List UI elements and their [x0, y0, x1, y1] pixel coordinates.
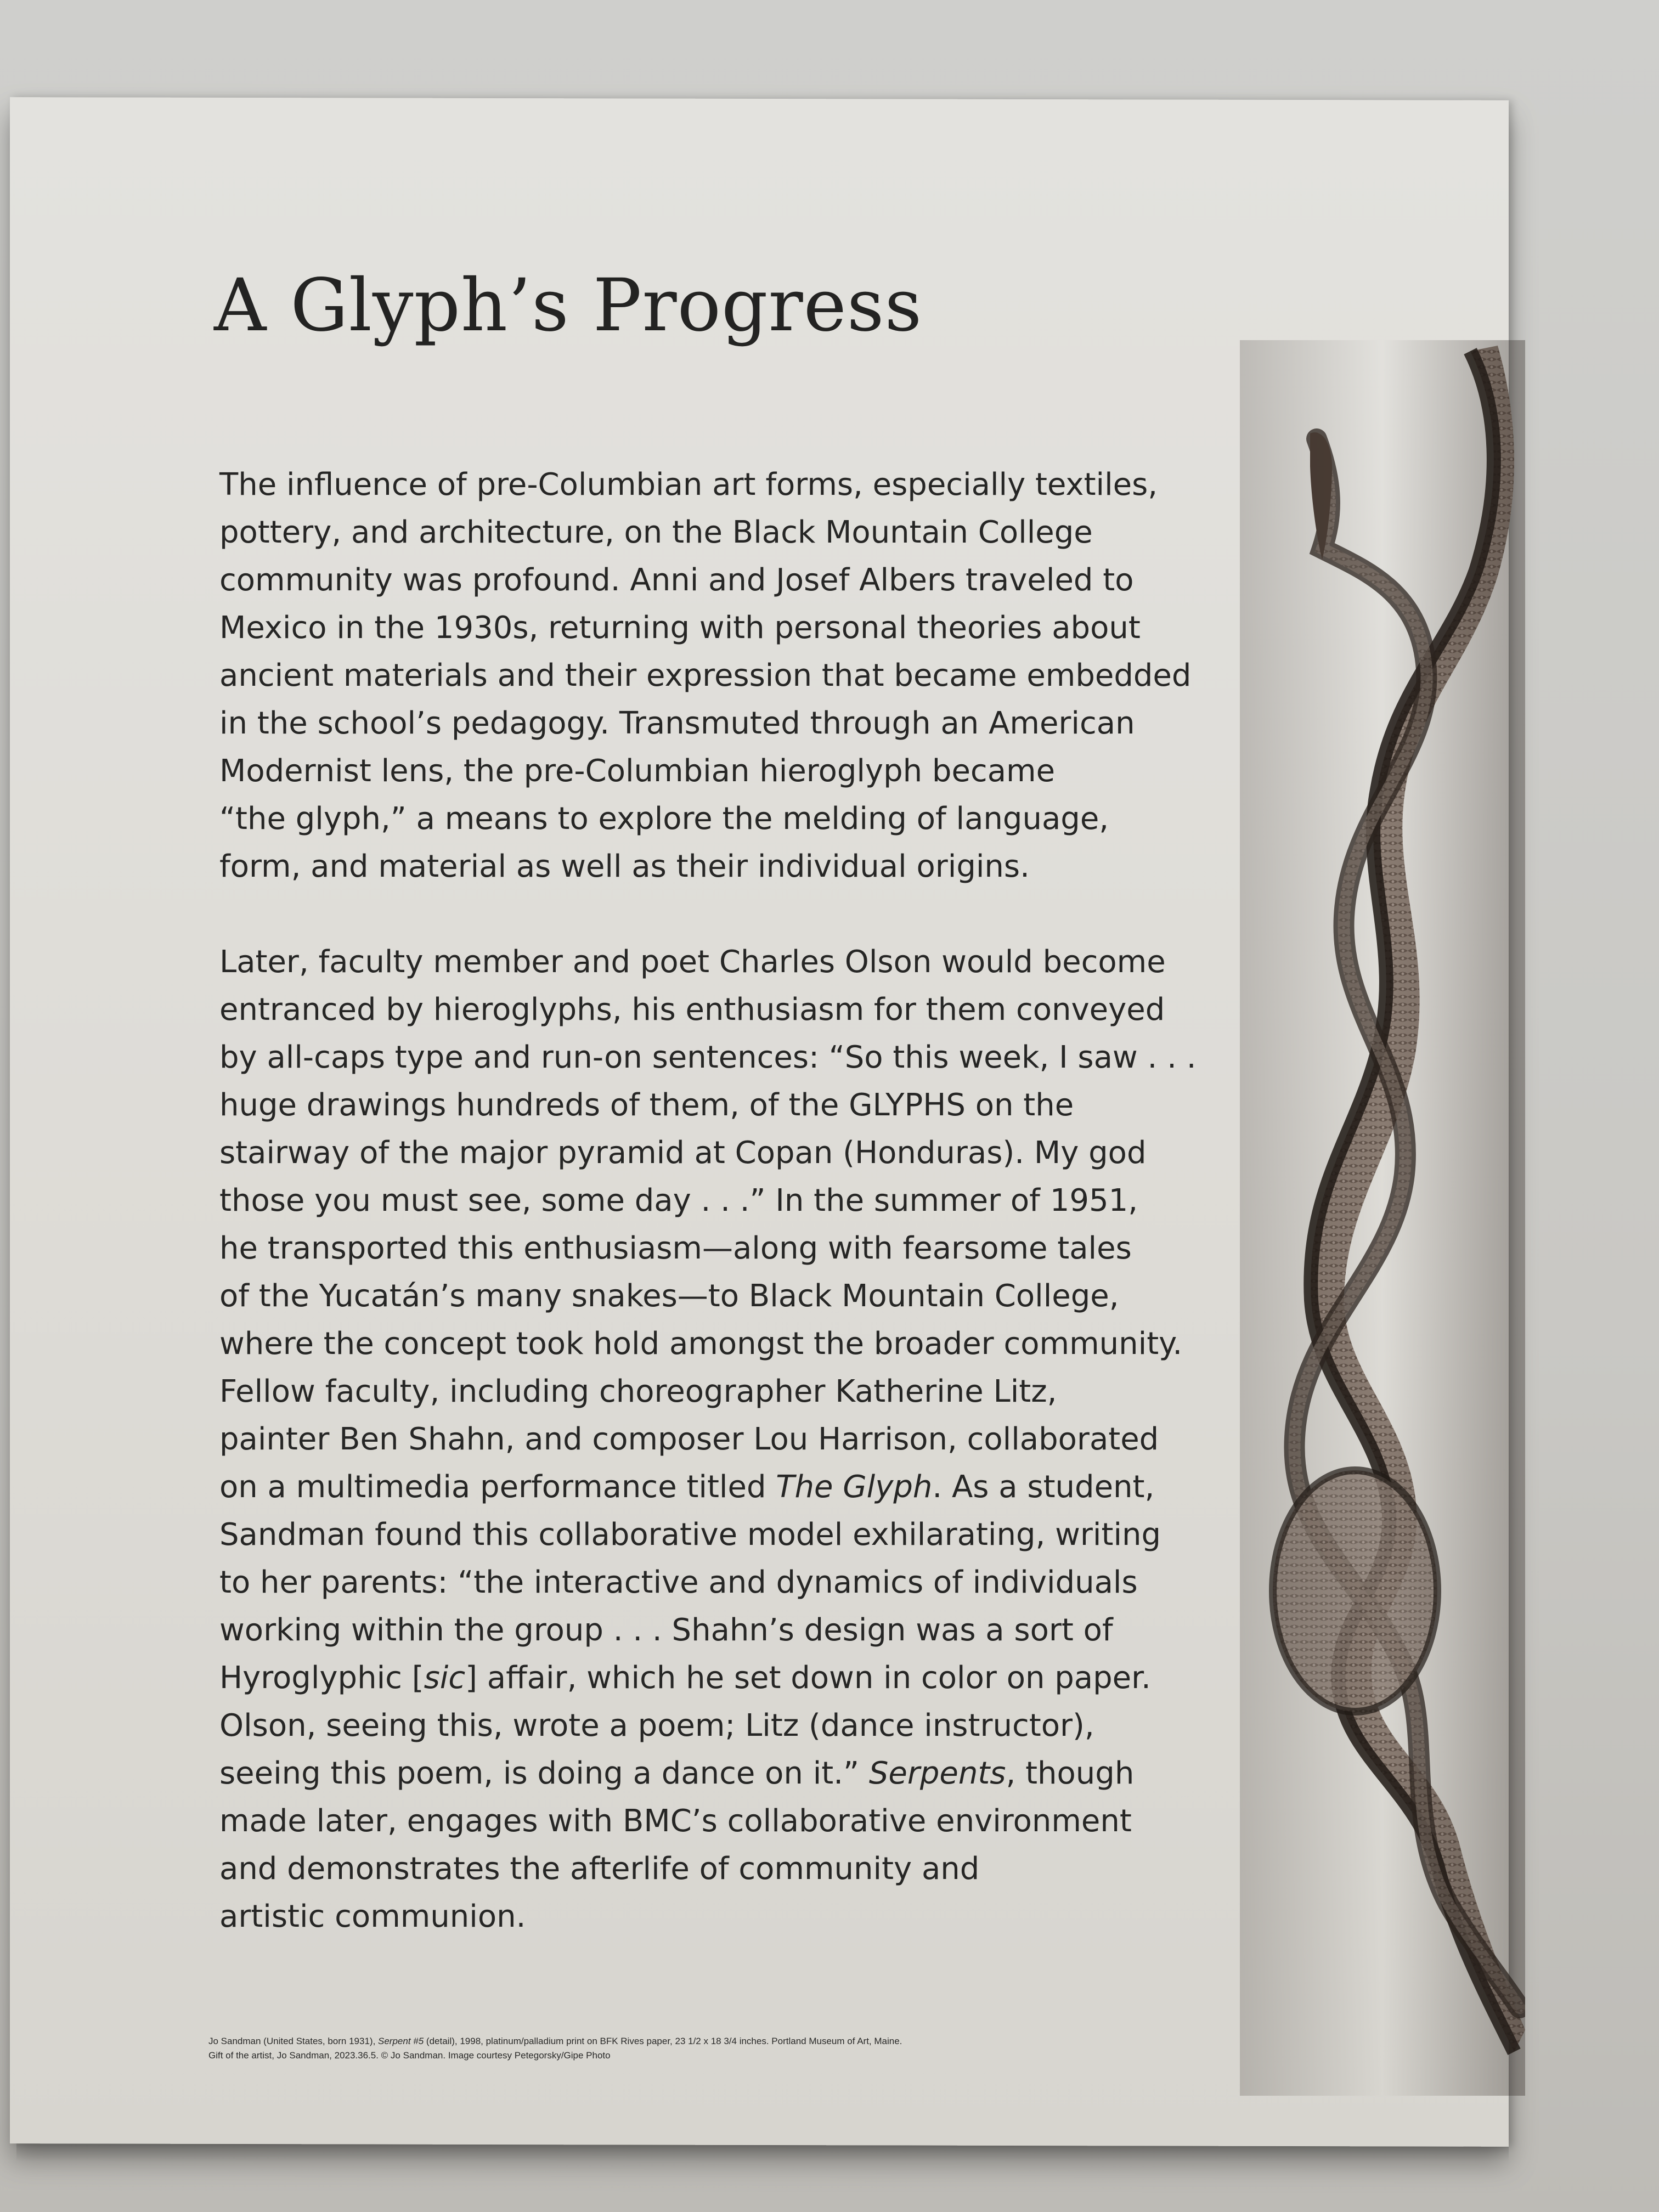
text-line: Later, faculty member and poet Charles Olson would become	[219, 944, 1166, 980]
text-line: of the Yucatán’s many snakes—to Black Mountain College,	[219, 1278, 1119, 1314]
credit-line-2: Gift of the artist, Jo Sandman, 2023.36.5. © Jo Sandman. Image courtesy Petegorsky/Gipe Photo	[208, 2050, 611, 2061]
text-line: Fellow faculty, including choreographer Katherine Litz,	[219, 1374, 1057, 1409]
text-line: those you must see, some day . . .” In the summer of 1951,	[219, 1183, 1138, 1218]
text-line: artistic communion.	[219, 1899, 526, 1934]
text-line: pottery, and architecture, on the Black Mountain College	[219, 515, 1093, 550]
text-line: working within the group . . . Shahn’s design was a sort of	[219, 1612, 1113, 1648]
image-credit	[208, 2034, 1141, 2063]
text-line: entranced by hieroglyphs, his enthusiasm for them conveyed	[219, 992, 1165, 1028]
text-line	[219, 1463, 1155, 1511]
paragraph-2	[219, 938, 1197, 1940]
text-line: in the school’s pedagogy. Transmuted through an American	[219, 706, 1135, 741]
work-title-italic: The Glyph	[776, 1469, 933, 1505]
text-line: and demonstrates the afterlife of community and	[219, 1851, 980, 1887]
sic-italic: sic	[424, 1660, 466, 1696]
text-line: by all-caps type and run-on sentences: “So this week, I saw . . .	[219, 1040, 1197, 1075]
text-line	[219, 1654, 1152, 1702]
text-line: Olson, seeing this, wrote a poem; Litz (dance instructor),	[219, 1708, 1094, 1743]
text-line: Mexico in the 1930s, returning with personal theories about	[219, 610, 1141, 646]
text-run: seeing this poem, is doing a dance on it.”	[219, 1756, 869, 1791]
text-line: he transported this enthusiasm—along with fearsome tales	[219, 1231, 1132, 1266]
text-line: Modernist lens, the pre-Columbian hieroglyph became	[219, 753, 1056, 789]
text-line: to her parents: “the interactive and dynamics of individuals	[219, 1565, 1138, 1600]
text-run: ] affair, which he set down in color on paper.	[465, 1660, 1151, 1696]
text-line: where the concept took hold amongst the broader community.	[219, 1326, 1183, 1362]
text-run: , though	[1006, 1756, 1135, 1791]
text-line: painter Ben Shahn, and composer Lou Harrison, collaborated	[219, 1421, 1159, 1457]
artwork-title-italic: Serpent #5	[378, 2036, 424, 2046]
paragraph-1	[219, 461, 1192, 890]
text-line: “the glyph,” a means to explore the melding of language,	[219, 801, 1109, 837]
serpent-photograph	[1240, 340, 1525, 2096]
text-run: Jo Sandman (United States, born 1931),	[208, 2036, 379, 2046]
text-line: huge drawings hundreds of them, of the GLYPHS on the	[219, 1087, 1074, 1123]
text-line: Sandman found this collaborative model exhilarating, writing	[219, 1517, 1161, 1553]
text-line: community was profound. Anni and Josef Albers traveled to	[219, 562, 1134, 598]
credit-line-1	[208, 2034, 1141, 2049]
text-line: made later, engages with BMC’s collaborative environment	[219, 1803, 1132, 1839]
work-title-italic: Serpents	[868, 1756, 1006, 1791]
text-line: The influence of pre-Columbian art forms, especially textiles,	[219, 467, 1158, 503]
text-run: Hyroglyphic [	[219, 1660, 424, 1696]
text-line: stairway of the major pyramid at Copan (Honduras). My god	[219, 1135, 1147, 1171]
text-line	[219, 1750, 1152, 1797]
text-run: (detail), 1998, platinum/palladium print on BFK Rives paper, 23 1/2 x 18 3/4 inches. Portland Museum of Art, Maine.	[424, 2036, 902, 2046]
text-line: form, and material as well as their individual origins.	[219, 849, 1030, 884]
label-title: A Glyph’s Progress	[214, 263, 923, 348]
text-run: . As a student,	[932, 1469, 1155, 1505]
text-run: on a multimedia performance titled	[219, 1469, 776, 1505]
text-line: ancient materials and their expression that became embedded	[219, 658, 1192, 693]
